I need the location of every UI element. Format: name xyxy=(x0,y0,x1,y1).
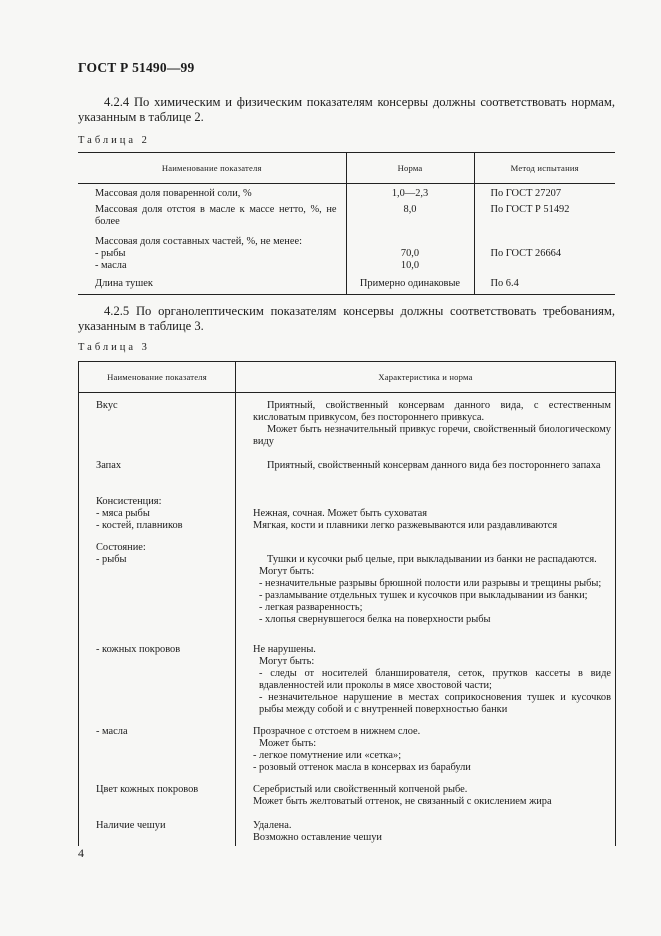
table-row xyxy=(79,534,616,636)
indicator-subitem: - масла xyxy=(95,260,127,271)
characteristic-text: - розовый оттенок масла в консервах из барабули xyxy=(253,762,471,773)
table-row xyxy=(79,488,616,534)
characteristic-text: Удалена. xyxy=(253,820,292,831)
column-header-method: Метод испытания xyxy=(474,153,615,184)
table-row xyxy=(79,636,616,718)
method-value: По ГОСТ 26664 xyxy=(490,248,562,259)
characteristic-text: Приятный, свойственный консервам данного вида без постороннего запаха xyxy=(267,460,601,471)
indicator-name: Длина тушек xyxy=(95,278,153,289)
table-row xyxy=(79,718,616,778)
characteristic-text: - разламывание отдельных тушек и кусочков при выкладывании из банки; xyxy=(259,590,588,601)
page-number: 4 xyxy=(78,846,84,860)
table-row xyxy=(78,230,615,274)
column-header-indicator: Наименование показателя xyxy=(78,153,346,184)
characteristic-text: - незначительные разрывы брюшной полости или разрывы и трещины рыбы; xyxy=(259,578,602,589)
norm-value: 10,0 xyxy=(400,260,420,271)
document-header: ГОСТ Р 51490—99 xyxy=(78,60,195,75)
norm-value: 8,0 xyxy=(403,204,417,215)
column-header-norm: Норма xyxy=(346,153,474,184)
indicator-name: Состояние: xyxy=(96,542,146,553)
characteristic-text: Приятный, свойственный консервам данного вида, с естественным кисловатым привкусом, без постороннего привкуса. xyxy=(253,400,611,423)
table-row xyxy=(79,452,616,488)
indicator-subitem: - рыбы xyxy=(95,248,126,259)
column-header-characteristic: Характеристика и норма xyxy=(236,362,616,393)
characteristic-text: Серебристый или свойственный копченой рыбе. xyxy=(253,784,468,795)
indicator-name: Массовая доля составных частей, %, не менее: xyxy=(95,236,302,247)
indicator-name: Цвет кожных покровов xyxy=(96,784,199,795)
indicator-name: Запах xyxy=(96,460,122,471)
characteristic-text: Не нарушены. xyxy=(253,644,316,655)
characteristic-text: Может быть желтоватый оттенок, не связанный с окислением жира xyxy=(253,796,552,807)
characteristic-text: Прозрачное с отстоем в нижнем слое. xyxy=(253,726,421,737)
method-value: По ГОСТ Р 51492 xyxy=(490,204,570,215)
characteristic-text: - следы от носителей бланширователя, сеток, прутков кассеты в виде вдавленностей или проколы в мясе хвостовой части; xyxy=(259,668,611,691)
table-row xyxy=(78,274,615,295)
indicator-name: Наличие чешуи xyxy=(96,820,166,831)
table-row xyxy=(79,778,616,816)
table-row xyxy=(79,816,616,846)
indicator-name: Консистенция: xyxy=(96,496,162,507)
indicator-name: Вкус xyxy=(96,400,118,411)
characteristic-text: - легкая разваренность; xyxy=(259,602,363,613)
characteristic-text: - легкое помутнение или «сетка»; xyxy=(253,750,402,761)
characteristic-text: Может быть незначительный привкус горечи, свойственный биологическому виду xyxy=(253,424,611,447)
characteristic-text: Могут быть: xyxy=(259,656,315,667)
indicator-name: Массовая доля поваренной соли, % xyxy=(95,188,252,199)
characteristic-text: - незначительное нарушение в местах соприкосновения тушек и кусочков рыбы между собой и с внутренней поверхностью банки xyxy=(259,692,611,715)
characteristic-text: Могут быть: xyxy=(259,566,315,577)
norm-value: Примерно одинаковые xyxy=(359,278,461,289)
column-header-indicator: Наименование показателя xyxy=(79,362,236,393)
indicator-subitem: - масла xyxy=(96,726,128,737)
table-row xyxy=(78,184,615,203)
indicator-subitem: - костей, плавников xyxy=(96,520,183,531)
norm-value: 1,0—2,3 xyxy=(391,188,429,199)
indicator-subitem: - кожных покровов xyxy=(96,644,181,655)
characteristic-text: Возможно оставление чешуи xyxy=(253,832,382,843)
paragraph-4-2-4: 4.2.4 По химическим и физическим показателям консервы должны соответствовать нормам, указанным в таблице 2. xyxy=(78,95,615,124)
indicator-subitem: - рыбы xyxy=(96,554,127,565)
table-2-caption: Таблица 2 xyxy=(78,135,150,146)
characteristic-text: Тушки и кусочки рыб целые, при выкладывании из банки не распадаются. xyxy=(267,554,597,565)
characteristic-text: - хлопья свернувшегося белка на поверхности рыбы xyxy=(259,614,491,625)
norm-value: 70,0 xyxy=(400,248,420,259)
table-3-caption: Таблица 3 xyxy=(78,342,150,353)
table-row xyxy=(79,393,616,453)
method-value: По ГОСТ 27207 xyxy=(490,188,562,199)
characteristic-text: Мягкая, кости и плавники легко разжевываются или раздавливаются xyxy=(253,520,558,531)
table-3 xyxy=(78,361,616,846)
method-value: По 6.4 xyxy=(490,278,519,289)
paragraph-4-2-5: 4.2.5 По органолептическим показателям консервы должны соответствовать требованиям, указанным в таблице 3. xyxy=(78,304,615,333)
table-row xyxy=(78,202,615,230)
table-2 xyxy=(78,152,615,295)
characteristic-text: Нежная, сочная. Может быть суховатая xyxy=(253,508,428,519)
indicator-name: Массовая доля отстоя в масле к массе нетто, %, не более xyxy=(95,204,337,227)
characteristic-text: Может быть: xyxy=(259,738,317,749)
indicator-subitem: - мяса рыбы xyxy=(96,508,150,519)
